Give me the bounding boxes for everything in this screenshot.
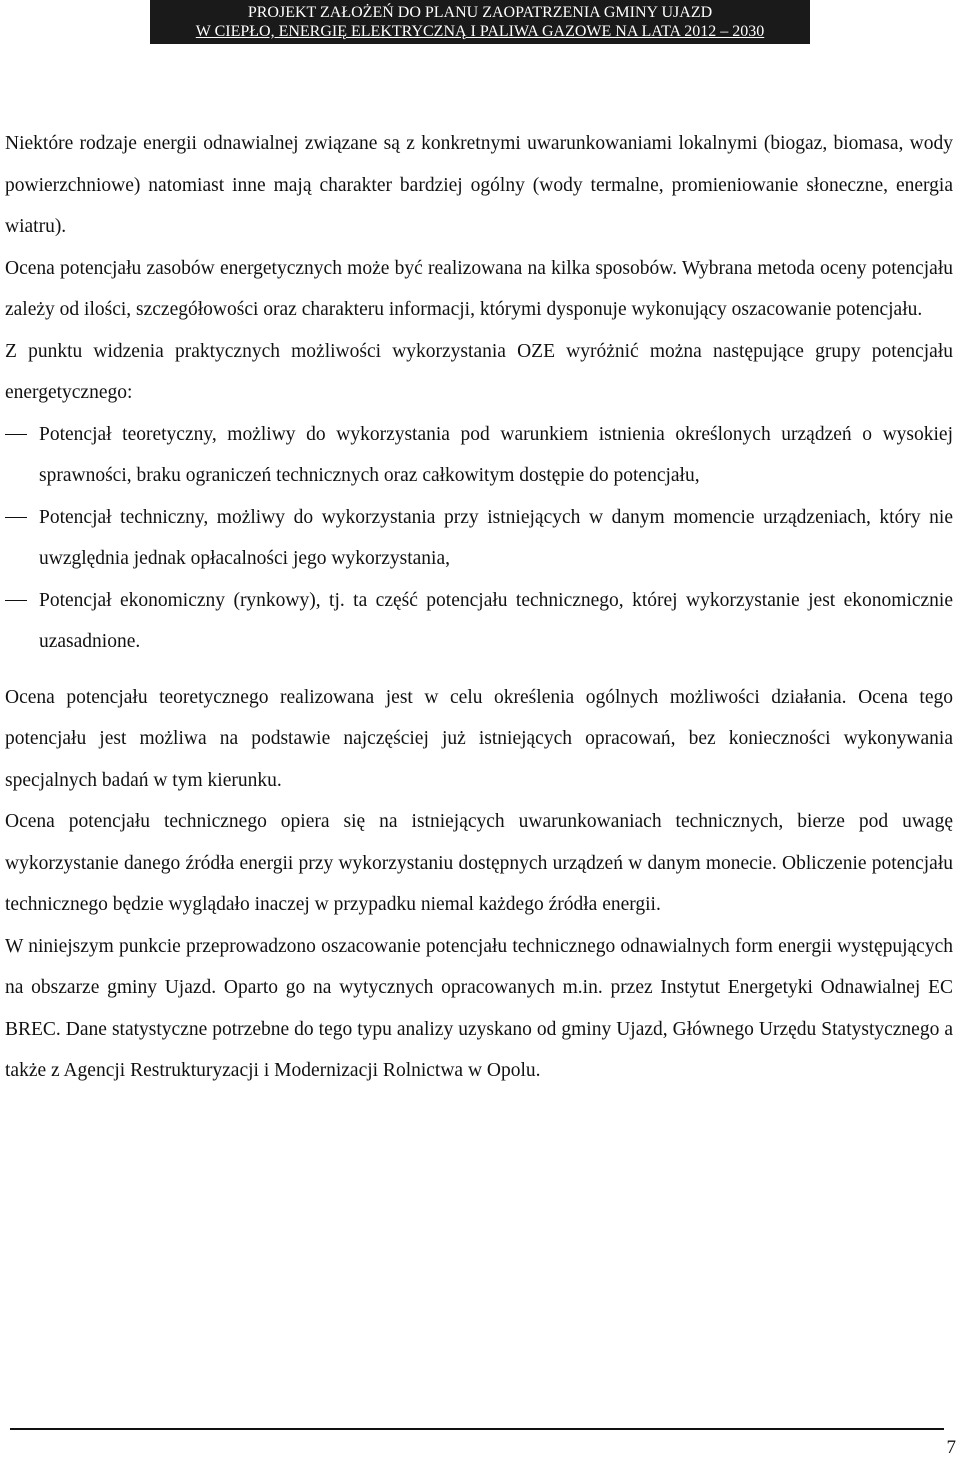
paragraph-assessment-methods: Ocena potencjału zasobów energetycznych może być realizowana na kilka sposobów. Wybrana metoda oceny potencjału zależy od ilości, szczegółowości oraz charakteru informacji, którymi dysponuje wykonujący oszacowanie potencjału. [5,257,953,320]
list-item-text: Potencjał teoretyczny, możliwy do wykorzystania pod warunkiem istnienia określonych urządzeń o wysokiej sprawności, braku ograniczeń technicznych oraz całkowitym dostępie do potencjału, [39,423,953,486]
dash-bullet-icon [5,434,27,436]
footer-divider [10,1428,944,1430]
document-header [150,0,810,44]
potential-list [5,414,953,663]
list-item [5,497,953,580]
page-number: 7 [946,1437,956,1458]
paragraph-potential-groups: Z punktu widzenia praktycznych możliwości wykorzystania OZE wyróżnić można następujące grupy potencjału energetycznego: [5,340,953,403]
paragraph-technical-potential: Ocena potencjału technicznego opiera się na istniejących uwarunkowaniach technicznych, bierze pod uwagę wykorzystanie danego źródła energii przy wykorzystaniu dostępnych urządzeń w danym monecie. Obliczenie potencjału technicznego będzie wyglądało inaczej w przypadku niemal każdego źródła energii. [5,811,953,915]
list-item-text: Potencjał ekonomiczny (rynkowy), tj. ta część potencjału technicznego, której wykorzystanie jest ekonomicznie uzasadnione. [39,589,953,652]
header-title-line1: PROJEKT ZAŁOŻEŃ DO PLANU ZAOPATRZENIA GMINY UJAZD [247,4,713,21]
header-title-line2: W CIEPŁO, ENERGIĘ ELEKTRYCZNĄ I PALIWA GAZOWE NA LATA 2012 – 2030 [195,23,765,40]
dash-bullet-icon [5,517,27,519]
list-item-text: Potencjał techniczny, możliwy do wykorzystania przy istniejących w danym momencie urządzeniach, który nie uwzględnia jednak opłacalności jego wykorzystania, [39,506,953,569]
paragraph-theoretical-potential: Ocena potencjału teoretycznego realizowana jest w celu określenia ogólnych możliwości działania. Ocena tego potencjału jest możliwa na podstawie najczęściej już istniejących opracowań, bez konieczności wykonywania specjalnych badań w tym kierunku. [5,686,953,791]
paragraph-intro: Niektóre rodzaje energii odnawialnej związane są z konkretnymi uwarunkowaniami lokalnymi (biogaz, biomasa, wody powierzchniowe) natomiast inne mają charakter bardziej ogólny (wody termalne, promieniowanie słoneczne, energia wiatru). [5,133,953,237]
list-item [5,580,953,663]
paragraph-estimation-sources: W niniejszym punkcie przeprowadzono oszacowanie potencjału technicznego odnawialnych form energii występujących na obszarze gminy Ujazd. Oparto go na wytycznych opracowanych m.in. przez Instytut Energetyki Odnawialnej EC BREC. Dane statystyczne potrzebne do tego typu analizy uzyskano od gminy Ujazd, Głównego Urzędu Statystycznego a także z Agencji Restrukturyzacji i Modernizacji Rolnictwa w Opolu. [5,935,953,1081]
page-content [5,123,953,1092]
list-item [5,414,953,497]
dash-bullet-icon [5,600,27,602]
